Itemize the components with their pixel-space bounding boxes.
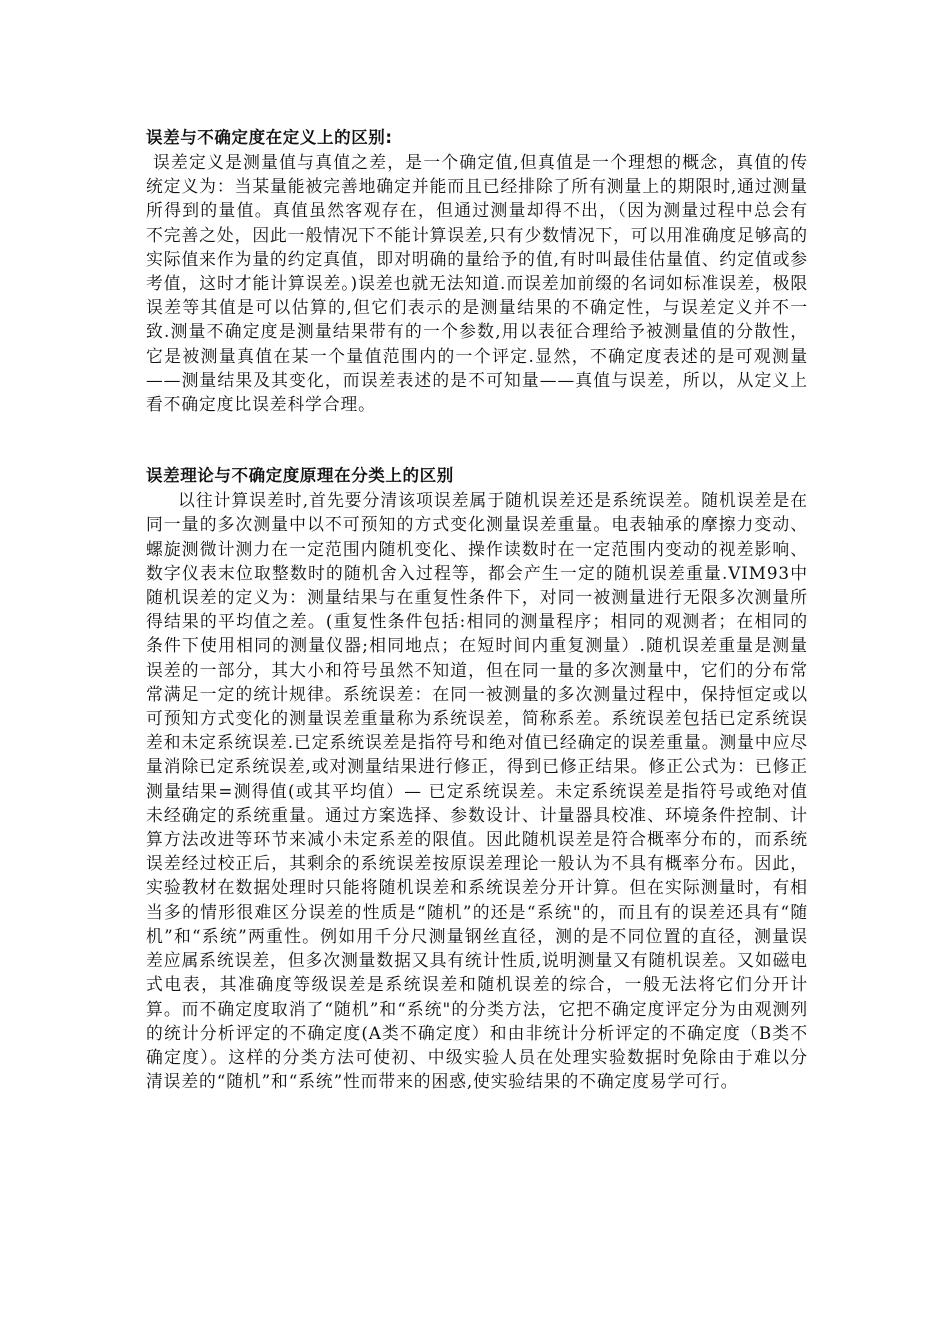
- section-heading-classification: 误差理论与不确定度原理在分类上的区别: [146, 466, 454, 486]
- section-spacer: [146, 416, 808, 464]
- document-content: [146, 126, 808, 1093]
- section-heading-definition: 误差与不确定度在定义上的区别:: [146, 128, 393, 147]
- section-body-definition: 误差定义是测量值与真值之差，是一个确定值,但真值是一个理想的概念，真值的传统定义为：当某量能被完善地确定并能而且已经排除了所有测量上的期限时,通过测量所得到的量值。真值虽然客观存在，但通过测量却得不出，（因为测量过程中总会有不完善之处，因此一般情况下不能计算误差,只有少数情况下，可以用准确度足够高的实际值来作为量的约定真值，即对明确的量给予的值,有时叫最佳估量值、约定值或参考值，这时才能计算误差。)误差也就无法知道.而误差加前缀的名词如标准误差，极限误差等其值是可以估算的,但它们表示的是测量结果的不确定性，与误差定义并不一致.测量不确定度是测量结果带有的一个参数,用以表征合理给予被测量值的分散性，它是被测量真值在某一个量值范围内的一个评定.显然，不确定度表述的是可观测量——测量结果及其变化，而误差表述的是不可知量——真值与误差，所以，从定义上看不确定度比误差科学合理。: [146, 152, 808, 415]
- section-body-classification: 以往计算误差时,首先要分清该项误差属于随机误差还是系统误差。随机误差是在同一量的多次测量中以不可预知的方式变化测量误差重量。电表轴承的摩擦力变动、螺旋测微计测力在一定范围内随机变化、操作读数时在一定范围内变动的视差影响、数字仪表末位取整数时的随机舍入过程等，都会产生一定的随机误差重量.VIM93中随机误差的定义为：测量结果与在重复性条件下，对同一被测量进行无限多次测量所得结果的平均值之差。(重复性条件包括:相同的测量程序；相同的观测者；在相同的条件下使用相同的测量仪器;相同地点；在短时间内重复测量）.随机误差重量是测量误差的一部分，其大小和符号虽然不知道，但在同一量的多次测量中，它们的分布常常满足一定的统计规律。系统误差：在同一被测量的多次测量过程中，保持恒定或以可预知方式变化的测量误差重量称为系统误差，简称系差。系统误差包括已定系统误差和未定系统误差.已定系统误差是指符号和绝对值已经确定的误差重量。测量中应尽量消除已定系统误差,或对测量结果进行修正，得到已修正结果。修正公式为：已修正测量结果=测得值(或其平均值）— 已定系统误差。未定系统误差是指符号或绝对值未经确定的系统重量。通过方案选择、参数设计、计量器具校准、环境条件控制、计算方法改进等环节来减小未定系差的限值。因此随机误差是符合概率分布的，而系统误差经过校正后，其剩余的系统误差按原误差理论一般认为不具有概率分布。因此，实验教材在数据处理时只能将随机误差和系统误差分开计算。但在实际测量时，有相当多的情形很难区分误差的性质是“随机”的还是“系统"的，而且有的误差还具有“随机”和“系统”两重性。例如用千分尺测量钢丝直径，测的是不同位置的直径，测量误差应属系统误差，但多次测量数据又具有统计性质,说明测量又有随机误差。又如磁电式电表，其准确度等级误差是系统误差和随机误差的综合，一般无法将它们分开计算。而不确定度取消了“随机”和“系统"的分类方法，它把不确定度评定分为由观测列的统计分析评定的不确定度(A类不确定度）和由非统计分析评定的不确定度（B类不确定度）。这样的分类方法可使初、中级实验人员在处理实验数据时免除由于难以分清误差的“随机”和“系统”性而带来的困惑,使实验结果的不确定度易学可行。: [146, 490, 808, 1092]
